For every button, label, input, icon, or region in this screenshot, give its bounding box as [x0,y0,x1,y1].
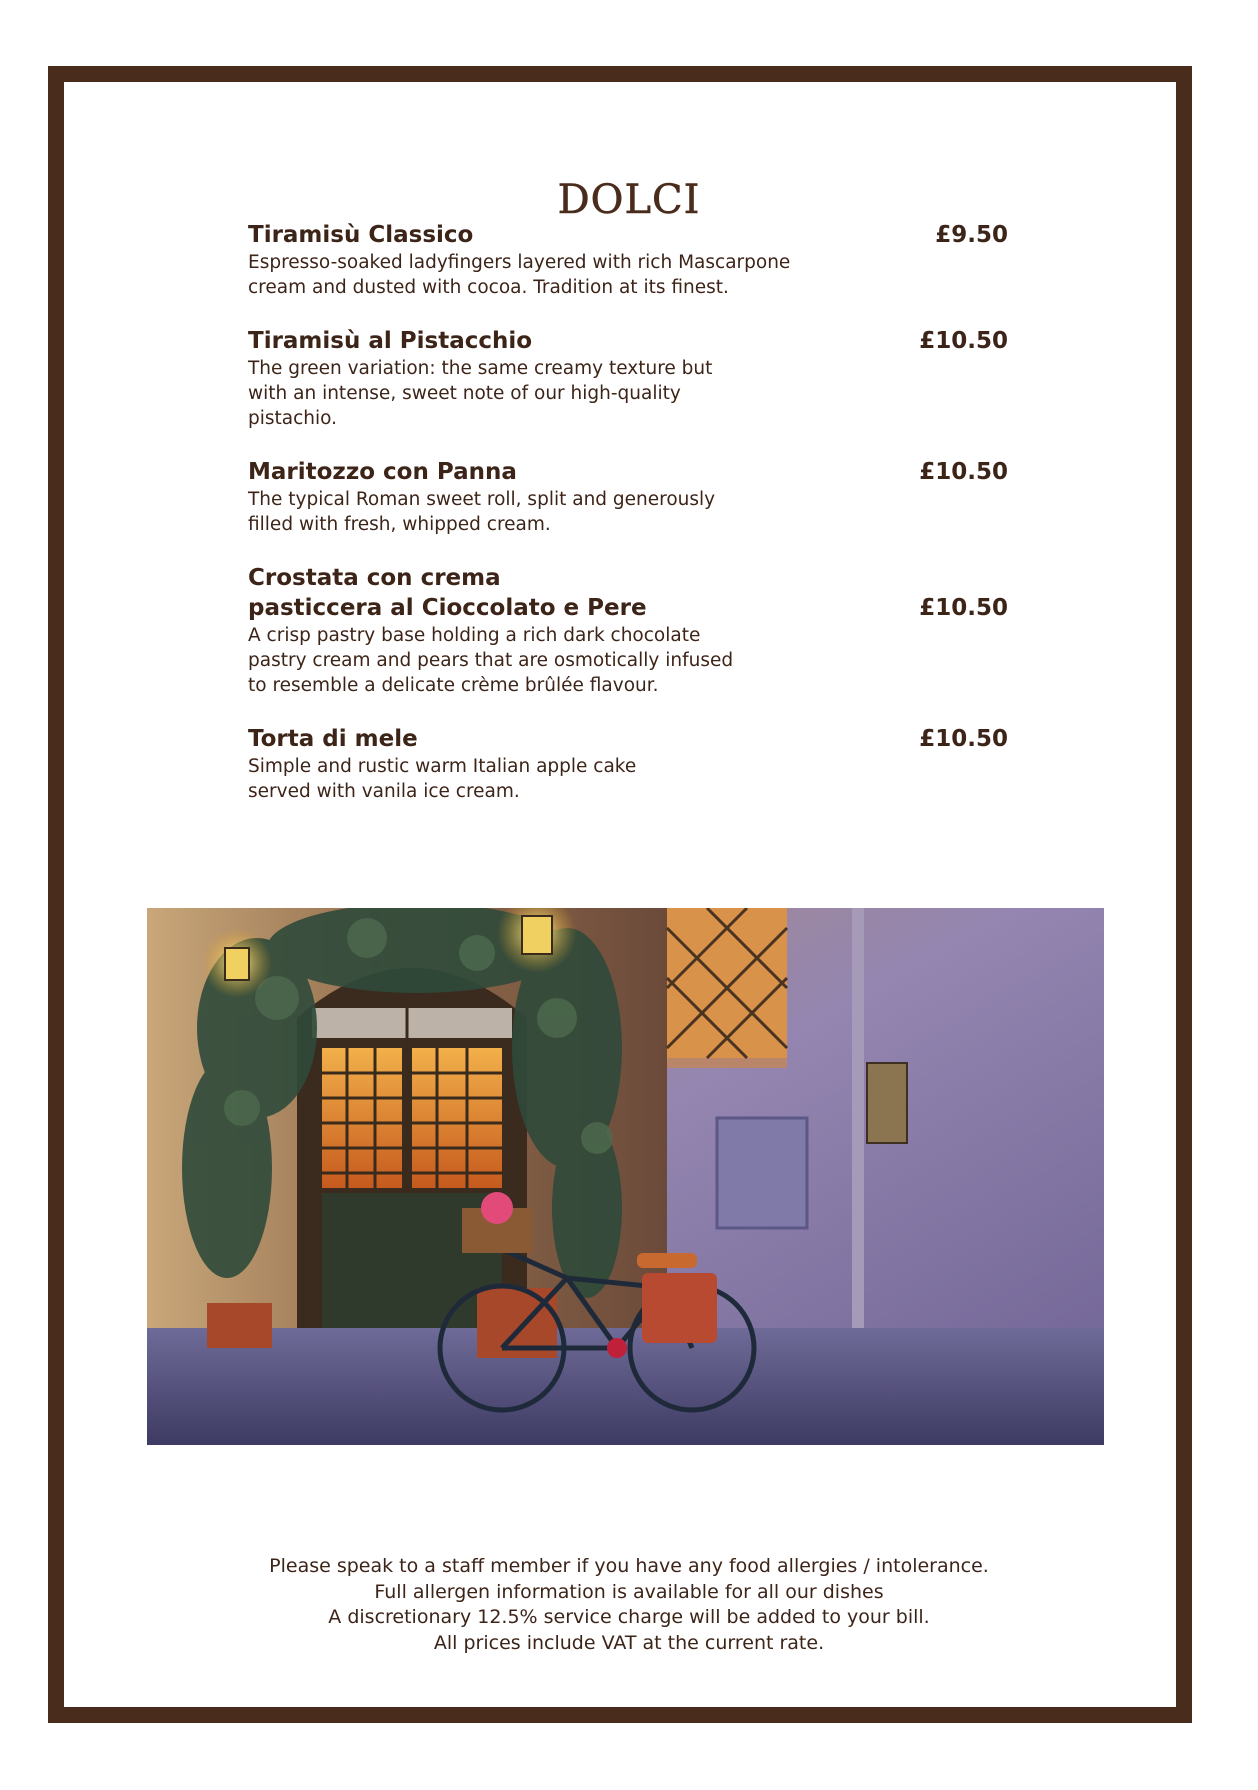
item-name-line: Crostata con crema [248,565,501,591]
allergen-info-notice: Full allergen information is available for all our dishes [374,1580,884,1603]
description-line: The typical Roman sweet roll, split and generously [248,489,716,510]
description-line: filled with fresh, whipped cream. [248,514,551,535]
allergy-notice: Please speak to a staff member if you have any food allergies / intolerance. [269,1555,989,1577]
item-name-line: pasticcera al Cioccolato e Pere [248,595,647,621]
description-line: Espresso-soaked ladyfingers layered with rich Mascarpone [248,252,791,273]
item-name [248,220,808,250]
item-name-line: Maritozzo con Panna [248,459,517,485]
menu-item [248,724,1008,804]
menu-item [248,220,1008,300]
item-price: £10.50 [919,459,1008,485]
menu-item [248,326,1008,431]
menu-item [248,563,1008,698]
menu-item [248,457,1008,537]
item-description [248,487,888,537]
item-name-line: Tiramisù Classico [248,222,474,248]
description-line: pistachio. [248,408,338,429]
item-price: £10.50 [919,328,1008,354]
description-line: cream and dusted with cocoa. Tradition at its finest. [248,277,729,298]
description-line: Simple and rustic warm Italian apple cake [248,756,637,777]
description-line: to resemble a delicate crème brûlée flavour. [248,675,659,696]
item-name [248,563,808,623]
item-description [248,356,888,431]
description-line: The green variation: the same creamy texture but [248,358,713,379]
section-title: DOLCI [557,176,701,223]
dessert-menu-list [248,220,1008,830]
vat-notice: All prices include VAT at the current rate. [433,1631,825,1654]
item-name-line: Tiramisù al Pistacchio [248,328,533,354]
allergen-and-service-notice [0,1554,1258,1656]
trattoria-photo-illustration [147,908,1104,1445]
description-line: pastry cream and pears that are osmotically infused [248,650,734,671]
item-name [248,326,808,356]
service-charge-notice: A discretionary 12.5% service charge will be added to your bill. [328,1606,930,1628]
item-price: £10.50 [919,595,1008,621]
item-description [248,250,888,300]
item-description [248,754,888,804]
description-line: with an intense, sweet note of our high-quality [248,383,681,404]
trattoria-photo [147,908,1104,1445]
description-line: A crisp pastry base holding a rich dark chocolate [248,625,701,646]
item-price: £9.50 [935,222,1008,248]
item-description [248,623,888,698]
item-name [248,724,808,754]
item-name [248,457,808,487]
item-name-line: Torta di mele [248,726,418,752]
item-price: £10.50 [919,726,1008,752]
description-line: served with vanila ice cream. [248,781,520,802]
